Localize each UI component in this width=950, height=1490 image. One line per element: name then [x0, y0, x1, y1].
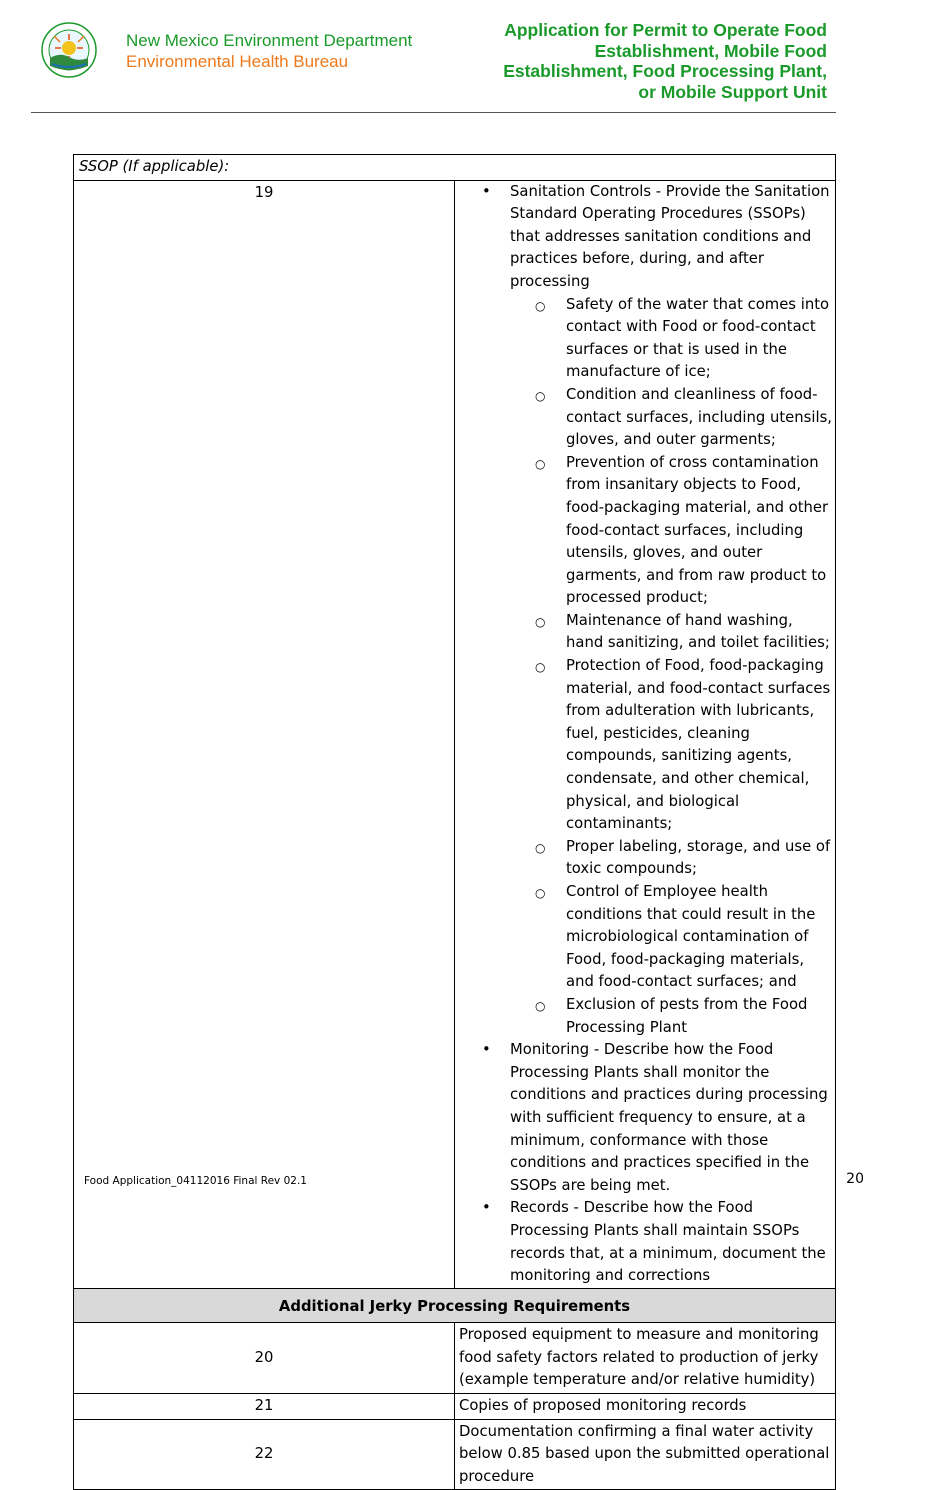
ssop-bullet-list [455, 181, 833, 1288]
ssop-section-row [74, 155, 836, 181]
sub-list-item: ○ Condition and cleanliness of food-contact surfaces, including utensils, gloves, and outer garments; [510, 384, 833, 452]
list-item: • Records - Describe how the Food Processing Plants shall maintain SSOPs records that, at a minimum, document the monitoring and corrections [455, 1197, 833, 1287]
jerky-section-heading: Additional Jerky Processing Requirements [74, 1288, 836, 1323]
row-text: Proposed equipment to measure and monitoring food safety factors related to production of jerky (example temperature and/or relative humidity) [455, 1323, 836, 1394]
row-number: 22 [74, 1419, 455, 1490]
requirements-table [73, 154, 836, 1490]
header-divider [31, 112, 836, 113]
page-header [0, 0, 950, 114]
sub-list-item: ○ Exclusion of pests from the Food Processing Plant [510, 994, 833, 1039]
table-row-19 [74, 180, 836, 1288]
row-number: 20 [74, 1323, 455, 1394]
application-title: Application for Permit to Operate Food Establishment, Mobile Food Establishment, Food Processing Plant, or Mobile Support Unit [503, 20, 827, 102]
row-number: 21 [74, 1394, 455, 1420]
footer-document-id: Food Application_04112016 Final Rev 02.1 [84, 1175, 307, 1187]
sub-list-item: ○ Proper labeling, storage, and use of toxic compounds; [510, 836, 833, 881]
sanitation-controls-text: Sanitation Controls - Provide the Sanitation Standard Operating Procedures (SSOPs) that addresses sanitation conditions and practices before, during, and after processing [510, 182, 830, 290]
row-number: 19 [74, 180, 455, 1288]
department-name: New Mexico Environment Department [126, 31, 413, 50]
sub-list-item: ○ Control of Employee health conditions that could result in the microbiological contamination of Food, food-packaging materials, and food-contact surfaces; and [510, 881, 833, 994]
nmed-seal-logo [40, 22, 98, 78]
footer-page-number: 20 [846, 1171, 864, 1187]
sub-list-item: ○ Protection of Food, food-packaging material, and food-contact surfaces from adulteration with lubricants, fuel, pesticides, cleaning compounds, sanitizing agents, condensate, and other chemical, physical, and biological contaminants; [510, 655, 833, 836]
table-row-20 [74, 1323, 836, 1394]
ssop-requirements [455, 180, 836, 1288]
sub-list-item: ○ Safety of the water that comes into contact with Food or food-contact surfaces or that is used in the manufacture of ice; [510, 294, 833, 384]
sub-list-item: ○ Maintenance of hand washing, hand sanitizing, and toilet facilities; [510, 610, 833, 655]
list-item [455, 181, 833, 1040]
sub-list-item: ○ Prevention of cross contamination from insanitary objects to Food, food-packaging material, and other food-contact surfaces, including utensils, gloves, and outer garments, and from raw product to processed product; [510, 452, 833, 610]
sanitation-sub-list [510, 294, 833, 1040]
table-row-21 [74, 1394, 836, 1420]
jerky-heading-row [74, 1288, 836, 1323]
row-text: Documentation confirming a final water activity below 0.85 based upon the submitted operational procedure [455, 1419, 836, 1490]
ssop-section-label: SSOP (If applicable): [74, 155, 836, 181]
row-text: Copies of proposed monitoring records [455, 1394, 836, 1420]
bureau-name: Environmental Health Bureau [126, 52, 349, 71]
table-row-22 [74, 1419, 836, 1490]
list-item: • Monitoring - Describe how the Food Processing Plants shall monitor the conditions and practices during processing with sufficient frequency to ensure, at a minimum, conformance with those conditions and practices specified in the SSOPs are being met. [455, 1039, 833, 1197]
